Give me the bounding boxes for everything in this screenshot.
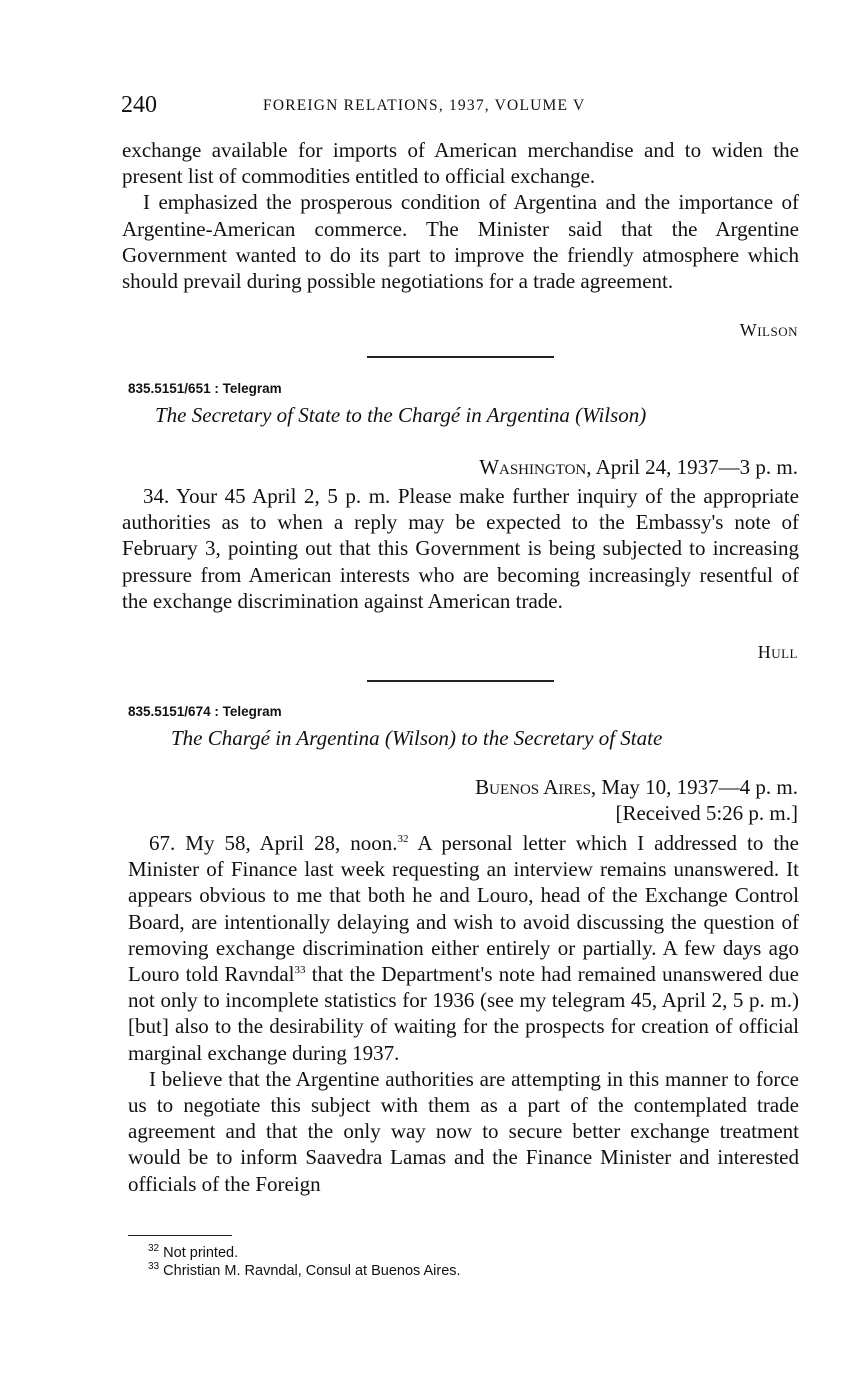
received-line: [Received 5:26 p. m.] <box>615 801 798 825</box>
telegram-body <box>122 483 799 614</box>
footnote-mark: 33 <box>148 1261 160 1273</box>
page-header <box>121 92 801 120</box>
footnote-mark: 32 <box>148 1243 160 1255</box>
dateline-date: , April 24, 1937—3 p. m. <box>586 455 798 479</box>
continuation-paragraph: I emphasized the prosperous condition of Argentina and the importance of Argentine-American commerce. The Minister said that the Argentine Government wanted to do its part to improve the friendly atmosphere which should prevail during possible negotiations for a trade agreement. <box>122 190 799 294</box>
dateline-date: , May 10, 1937—4 p. m. <box>590 775 798 799</box>
section-divider <box>367 680 554 682</box>
footnote-ref: 33 <box>294 964 306 977</box>
continuation-paragraph: exchange available for imports of American merchandise and to widen the present list of commodities entitled to official exchange. <box>122 138 799 189</box>
section-divider <box>367 356 554 358</box>
telegram-paragraph: 34. Your 45 April 2, 5 p. m. Please make further inquiry of the appropriate authorities as to when a reply may be expected to the Embassy's note of February 3, pointing out that this Government is being subjected to increasing pressure from American interests who are becoming increasingly resentful of the exchange discrimination against American trade. <box>122 484 799 613</box>
dateline-place: Buenos Aires <box>475 775 591 799</box>
telegram-paragraph: I believe that the Argentine authorities are attempting in this manner to force us to negotiate this subject with them as a part of the contemplated trade agreement and that the only way now to secure better exchange treatment would be to inform Saavedra Lamas and the Finance Minister and interested officials of the Foreign <box>128 1066 799 1196</box>
footnote-divider <box>128 1235 232 1236</box>
footnote-text: Christian M. Ravndal, Consul at Buenos Aires. <box>163 1263 461 1279</box>
telegram-paragraph <box>128 830 799 1066</box>
dateline <box>479 455 798 480</box>
file-reference: 835.5151/674 : Telegram <box>128 704 282 719</box>
dateline <box>475 775 798 800</box>
page-number: 240 <box>121 92 157 118</box>
signature-hull: Hull <box>757 642 798 662</box>
dateline-place: Washington <box>479 455 587 479</box>
continuation-text <box>122 137 799 294</box>
paragraph-text: 67. My 58, April 28, noon. <box>149 831 398 855</box>
footnote <box>148 1244 461 1262</box>
footnote-ref: 32 <box>397 833 409 845</box>
footnotes <box>148 1244 461 1280</box>
document-title: The Chargé in Argentina (Wilson) to the Secretary of State <box>171 726 663 750</box>
telegram-body <box>128 830 799 1197</box>
file-reference: 835.5151/651 : Telegram <box>128 381 282 396</box>
paragraph-text: A personal letter which I addressed to the Minister of Finance last week requesting an interview remains unanswered. It appears obvious to me that both he and Louro, head of the Exchange Control Board, are intentionally delaying and wish to avoid discussing the question of removing exchange discrimination either entirely or partially. A few days ago Louro told Ravndal <box>128 831 800 987</box>
footnote <box>148 1262 461 1280</box>
signature-wilson: Wilson <box>739 320 798 340</box>
footnote-text: Not printed. <box>163 1245 239 1261</box>
paragraph-text: that the Department's note had remained unanswered due not only to incomplete statistics for 1936 (see my telegram 45, April 2, 5 p. m.) [but] also to the desirability of waiting for the prospects for creation of official marginal exchange during 1937. <box>128 962 799 1065</box>
running-head: FOREIGN RELATIONS, 1937, VOLUME V <box>263 97 586 114</box>
document-title: The Secretary of State to the Chargé in Argentina (Wilson) <box>155 403 647 427</box>
